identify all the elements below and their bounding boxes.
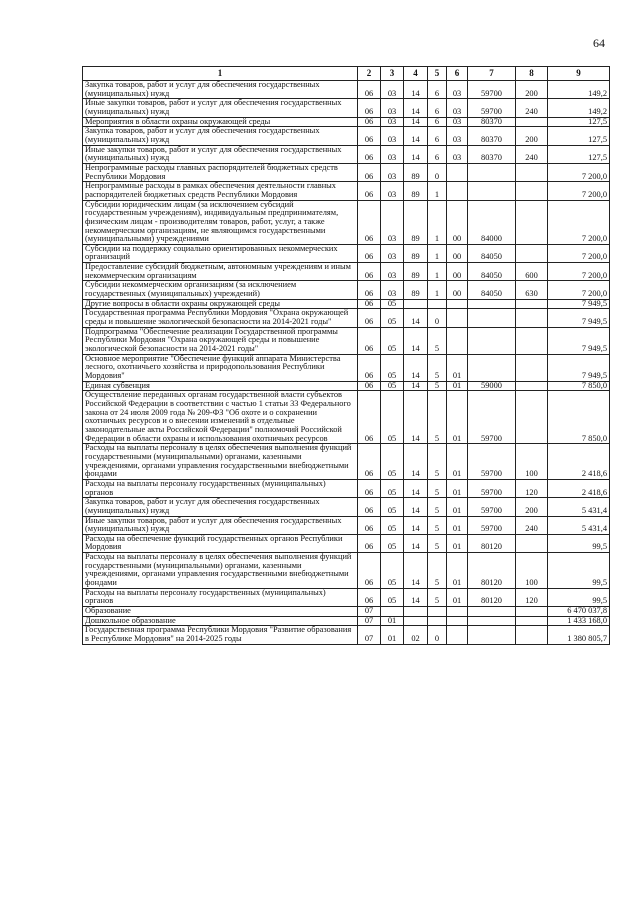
row-name-cell: Закупка товаров, работ и услуг для обеспечения государственных (муниципальных) нужд <box>83 498 358 516</box>
amount-cell: 2 418,6 <box>548 479 610 497</box>
code-cell-c5: 1 <box>428 200 447 244</box>
code-cell-c4: 14 <box>404 117 428 127</box>
table-row <box>83 607 610 617</box>
row-name-cell: Закупка товаров, работ и услуг для обеспечения государственных (муниципальных) нужд <box>83 81 358 99</box>
code-cell-c7: 80370 <box>468 145 516 163</box>
code-cell-c7: 84050 <box>468 244 516 262</box>
row-name-cell: Субсидии юридическим лицам (за исключением субсидий государственным учреждениям), индивидуальным предпринимателям, физическим лицам - производителям товаров, работ, услуг, а также некоммерческим организациям, не являющимся государственными (муниципальными) учреждениями <box>83 200 358 244</box>
code-cell-c5 <box>428 607 447 617</box>
code-cell-c2: 07 <box>358 616 381 626</box>
code-cell-c3: 05 <box>381 479 404 497</box>
code-cell-c5: 5 <box>428 553 447 589</box>
row-name-cell: Государственная программа Республики Мордовия "Развитие образования в Республике Мордовия" на 2014-2025 годы <box>83 626 358 644</box>
code-cell-c3: 01 <box>381 626 404 644</box>
amount-cell: 1 380 805,7 <box>548 626 610 644</box>
code-cell-c6: 01 <box>447 553 468 589</box>
budget-table <box>82 66 610 645</box>
code-cell-c2: 06 <box>358 281 381 299</box>
code-cell-c6: 01 <box>447 534 468 552</box>
code-cell-c8 <box>516 354 548 381</box>
table-row <box>83 626 610 644</box>
row-name-cell: Субсидии на поддержку социально ориентированных некоммерческих организаций <box>83 244 358 262</box>
code-cell-c3: 03 <box>381 200 404 244</box>
code-cell-c2: 06 <box>358 145 381 163</box>
code-cell-c5: 5 <box>428 516 447 534</box>
row-name-cell: Расходы на выплаты персоналу в целях обеспечения выполнения функций государственными (муниципальными) органами, казенными учреждениями, органами управления государственными внебюджетными фондами <box>83 553 358 589</box>
code-cell-c7 <box>468 327 516 354</box>
code-cell-c7 <box>468 354 516 381</box>
table-row <box>83 354 610 381</box>
code-cell-c4 <box>404 616 428 626</box>
code-cell-c3: 03 <box>381 117 404 127</box>
code-cell-c2: 06 <box>358 163 381 181</box>
code-cell-c3: 05 <box>381 588 404 606</box>
code-cell-c8: 200 <box>516 81 548 99</box>
code-cell-c4: 14 <box>404 444 428 480</box>
amount-cell: 6 470 037,8 <box>548 607 610 617</box>
row-name-cell: Предоставление субсидий бюджетным, автономным учреждениям и иным некоммерческим организациям <box>83 263 358 281</box>
code-cell-c8 <box>516 182 548 200</box>
code-cell-c2: 07 <box>358 626 381 644</box>
code-cell-c5: 0 <box>428 309 447 327</box>
column-header: 4 <box>404 67 428 81</box>
code-cell-c3: 03 <box>381 281 404 299</box>
column-header: 1 <box>83 67 358 81</box>
code-cell-c6 <box>447 607 468 617</box>
code-cell-c6: 01 <box>447 391 468 444</box>
code-cell-c4: 14 <box>404 479 428 497</box>
row-name-cell: Иные закупки товаров, работ и услуг для обеспечения государственных (муниципальных) нужд <box>83 145 358 163</box>
row-name-cell: Осуществление переданных органам государственной власти субъектов Российской Федерации в соответствии с частью 1 статьи 33 Федерального закона от 24 июля 2009 года № 209-ФЗ "Об охоте и о сохранении охотничьих ресурсов и о внесении изменений в отдельные законодательные акты Российской Федерации" полномочий Российской Федерации в области охраны и использования охотничьих ресурсов <box>83 391 358 444</box>
row-name-cell: Иные закупки товаров, работ и услуг для обеспечения государственных (муниципальных) нужд <box>83 99 358 117</box>
row-name-cell: Расходы на выплаты персоналу государственных (муниципальных) органов <box>83 588 358 606</box>
code-cell-c8: 600 <box>516 263 548 281</box>
table-row <box>83 498 610 516</box>
code-cell-c5: 6 <box>428 117 447 127</box>
code-cell-c6: 03 <box>447 145 468 163</box>
code-cell-c8: 630 <box>516 281 548 299</box>
code-cell-c7: 59000 <box>468 381 516 391</box>
amount-cell: 7 850,0 <box>548 391 610 444</box>
code-cell-c6: 00 <box>447 281 468 299</box>
amount-cell: 5 431,4 <box>548 498 610 516</box>
column-header: 8 <box>516 67 548 81</box>
code-cell-c8 <box>516 163 548 181</box>
table-row <box>83 263 610 281</box>
code-cell-c4: 14 <box>404 99 428 117</box>
code-cell-c7: 59700 <box>468 99 516 117</box>
amount-cell: 5 431,4 <box>548 516 610 534</box>
column-header: 6 <box>447 67 468 81</box>
code-cell-c4 <box>404 607 428 617</box>
code-cell-c5: 5 <box>428 498 447 516</box>
code-cell-c8 <box>516 534 548 552</box>
code-cell-c8: 120 <box>516 479 548 497</box>
code-cell-c4: 89 <box>404 200 428 244</box>
code-cell-c5: 5 <box>428 354 447 381</box>
code-cell-c2: 06 <box>358 479 381 497</box>
table-body <box>83 81 610 645</box>
code-cell-c4: 14 <box>404 309 428 327</box>
code-cell-c8: 100 <box>516 553 548 589</box>
column-header: 9 <box>548 67 610 81</box>
code-cell-c4: 89 <box>404 163 428 181</box>
table-row <box>83 381 610 391</box>
code-cell-c7: 59700 <box>468 444 516 480</box>
amount-cell: 149,2 <box>548 81 610 99</box>
amount-cell: 7 200,0 <box>548 182 610 200</box>
code-cell-c6 <box>447 626 468 644</box>
code-cell-c7: 59700 <box>468 391 516 444</box>
row-name-cell: Дошкольное образование <box>83 616 358 626</box>
code-cell-c5: 5 <box>428 391 447 444</box>
code-cell-c3: 03 <box>381 182 404 200</box>
amount-cell: 127,5 <box>548 127 610 145</box>
code-cell-c7 <box>468 182 516 200</box>
amount-cell: 149,2 <box>548 99 610 117</box>
code-cell-c2: 06 <box>358 99 381 117</box>
code-cell-c8 <box>516 299 548 309</box>
code-cell-c6: 00 <box>447 244 468 262</box>
code-cell-c8 <box>516 244 548 262</box>
code-cell-c7: 59700 <box>468 479 516 497</box>
code-cell-c3: 03 <box>381 81 404 99</box>
code-cell-c4: 14 <box>404 81 428 99</box>
code-cell-c2: 06 <box>358 127 381 145</box>
code-cell-c8: 120 <box>516 588 548 606</box>
code-cell-c6: 01 <box>447 479 468 497</box>
code-cell-c6: 00 <box>447 200 468 244</box>
code-cell-c5: 6 <box>428 145 447 163</box>
code-cell-c4: 89 <box>404 182 428 200</box>
amount-cell: 7 200,0 <box>548 200 610 244</box>
code-cell-c3: 03 <box>381 163 404 181</box>
code-cell-c7 <box>468 626 516 644</box>
code-cell-c5: 6 <box>428 99 447 117</box>
column-header: 5 <box>428 67 447 81</box>
amount-cell: 99,5 <box>548 534 610 552</box>
code-cell-c8: 100 <box>516 444 548 480</box>
code-cell-c8 <box>516 381 548 391</box>
code-cell-c7 <box>468 299 516 309</box>
code-cell-c3: 05 <box>381 299 404 309</box>
table-row <box>83 99 610 117</box>
table-row <box>83 81 610 99</box>
code-cell-c7: 80120 <box>468 534 516 552</box>
row-name-cell: Расходы на выплаты персоналу в целях обеспечения выполнения функций государственными (муниципальными) органами, казенными учреждениями, органами управления государственными внебюджетными фондами <box>83 444 358 480</box>
code-cell-c3 <box>381 607 404 617</box>
code-cell-c7: 84050 <box>468 263 516 281</box>
row-name-cell: Субсидии некоммерческим организациям (за исключением государственных (муниципальных) учреждений) <box>83 281 358 299</box>
code-cell-c6: 01 <box>447 381 468 391</box>
row-name-cell: Расходы на выплаты персоналу государственных (муниципальных) органов <box>83 479 358 497</box>
code-cell-c4 <box>404 299 428 309</box>
amount-cell: 1 433 168,0 <box>548 616 610 626</box>
table-row <box>83 117 610 127</box>
code-cell-c6: 03 <box>447 81 468 99</box>
code-cell-c6 <box>447 163 468 181</box>
code-cell-c7: 59700 <box>468 516 516 534</box>
row-name-cell: Основное мероприятие "Обеспечение функций аппарата Министерства лесного, охотничьего хозяйства и природопользования Республики Мордовия" <box>83 354 358 381</box>
code-cell-c7: 84050 <box>468 281 516 299</box>
code-cell-c6: 03 <box>447 117 468 127</box>
code-cell-c8: 240 <box>516 516 548 534</box>
table-row <box>83 163 610 181</box>
row-name-cell: Непрограммные расходы в рамках обеспечения деятельности главных распорядителей бюджетных средств Республики Мордовия <box>83 182 358 200</box>
code-cell-c3: 05 <box>381 498 404 516</box>
code-cell-c5: 1 <box>428 263 447 281</box>
code-cell-c4: 89 <box>404 281 428 299</box>
code-cell-c4: 14 <box>404 498 428 516</box>
code-cell-c4: 14 <box>404 127 428 145</box>
code-cell-c3: 05 <box>381 553 404 589</box>
amount-cell: 7 200,0 <box>548 281 610 299</box>
code-cell-c2: 06 <box>358 516 381 534</box>
code-cell-c3: 05 <box>381 309 404 327</box>
code-cell-c2: 06 <box>358 588 381 606</box>
code-cell-c3: 03 <box>381 127 404 145</box>
amount-cell: 7 850,0 <box>548 381 610 391</box>
code-cell-c8 <box>516 616 548 626</box>
code-cell-c3: 05 <box>381 391 404 444</box>
code-cell-c8 <box>516 309 548 327</box>
code-cell-c4: 89 <box>404 263 428 281</box>
code-cell-c6: 01 <box>447 444 468 480</box>
code-cell-c3: 05 <box>381 354 404 381</box>
code-cell-c5: 6 <box>428 127 447 145</box>
code-cell-c8: 200 <box>516 127 548 145</box>
code-cell-c6 <box>447 299 468 309</box>
row-name-cell: Другие вопросы в области охраны окружающей среды <box>83 299 358 309</box>
code-cell-c2: 06 <box>358 200 381 244</box>
code-cell-c6: 01 <box>447 516 468 534</box>
column-header: 3 <box>381 67 404 81</box>
column-header: 2 <box>358 67 381 81</box>
code-cell-c5: 0 <box>428 626 447 644</box>
code-cell-c5: 5 <box>428 588 447 606</box>
code-cell-c8 <box>516 327 548 354</box>
code-cell-c5: 5 <box>428 327 447 354</box>
code-cell-c7: 84000 <box>468 200 516 244</box>
code-cell-c3: 05 <box>381 444 404 480</box>
code-cell-c4: 14 <box>404 588 428 606</box>
table-header-row <box>83 67 610 81</box>
code-cell-c5: 5 <box>428 444 447 480</box>
row-name-cell: Закупка товаров, работ и услуг для обеспечения государственных (муниципальных) нужд <box>83 127 358 145</box>
code-cell-c7 <box>468 309 516 327</box>
code-cell-c6 <box>447 616 468 626</box>
code-cell-c3: 05 <box>381 327 404 354</box>
code-cell-c3: 03 <box>381 263 404 281</box>
code-cell-c2: 06 <box>358 444 381 480</box>
code-cell-c4: 14 <box>404 327 428 354</box>
code-cell-c8 <box>516 200 548 244</box>
code-cell-c2: 06 <box>358 381 381 391</box>
table-row <box>83 145 610 163</box>
amount-cell: 7 949,5 <box>548 327 610 354</box>
code-cell-c8 <box>516 626 548 644</box>
code-cell-c3: 03 <box>381 244 404 262</box>
code-cell-c3: 03 <box>381 99 404 117</box>
code-cell-c5: 5 <box>428 534 447 552</box>
code-cell-c7: 80370 <box>468 117 516 127</box>
row-name-cell: Образование <box>83 607 358 617</box>
code-cell-c3: 05 <box>381 381 404 391</box>
code-cell-c7: 80120 <box>468 588 516 606</box>
table-row <box>83 588 610 606</box>
code-cell-c4: 14 <box>404 516 428 534</box>
code-cell-c6: 01 <box>447 354 468 381</box>
code-cell-c3: 05 <box>381 516 404 534</box>
code-cell-c2: 06 <box>358 117 381 127</box>
table-row <box>83 182 610 200</box>
code-cell-c5: 5 <box>428 381 447 391</box>
code-cell-c2: 06 <box>358 553 381 589</box>
table-row <box>83 444 610 480</box>
code-cell-c2: 06 <box>358 309 381 327</box>
code-cell-c7: 59700 <box>468 498 516 516</box>
code-cell-c6 <box>447 327 468 354</box>
row-name-cell: Единая субвенция <box>83 381 358 391</box>
amount-cell: 7 949,5 <box>548 354 610 381</box>
row-name-cell: Непрограммные расходы главных распорядителей бюджетных средств Республики Мордовия <box>83 163 358 181</box>
code-cell-c4: 14 <box>404 381 428 391</box>
page-number: 64 <box>593 36 605 50</box>
code-cell-c5: 1 <box>428 182 447 200</box>
code-cell-c8 <box>516 117 548 127</box>
amount-cell: 7 949,5 <box>548 309 610 327</box>
code-cell-c8: 240 <box>516 99 548 117</box>
table-row <box>83 616 610 626</box>
table-row <box>83 281 610 299</box>
amount-cell: 2 418,6 <box>548 444 610 480</box>
code-cell-c6: 03 <box>447 99 468 117</box>
table-row <box>83 309 610 327</box>
column-header: 7 <box>468 67 516 81</box>
code-cell-c5: 6 <box>428 81 447 99</box>
code-cell-c2: 06 <box>358 391 381 444</box>
code-cell-c5: 1 <box>428 244 447 262</box>
amount-cell: 7 949,5 <box>548 299 610 309</box>
code-cell-c2: 06 <box>358 299 381 309</box>
code-cell-c8: 240 <box>516 145 548 163</box>
table-row <box>83 127 610 145</box>
table-row <box>83 327 610 354</box>
code-cell-c7: 80120 <box>468 553 516 589</box>
table-row <box>83 391 610 444</box>
code-cell-c4: 14 <box>404 145 428 163</box>
code-cell-c6 <box>447 309 468 327</box>
code-cell-c4: 14 <box>404 354 428 381</box>
code-cell-c5 <box>428 299 447 309</box>
code-cell-c8: 200 <box>516 498 548 516</box>
code-cell-c5: 1 <box>428 281 447 299</box>
table-row <box>83 516 610 534</box>
amount-cell: 99,5 <box>548 553 610 589</box>
code-cell-c7 <box>468 607 516 617</box>
code-cell-c6: 01 <box>447 588 468 606</box>
table-row <box>83 244 610 262</box>
code-cell-c7 <box>468 616 516 626</box>
row-name-cell: Иные закупки товаров, работ и услуг для обеспечения государственных (муниципальных) нужд <box>83 516 358 534</box>
code-cell-c4: 14 <box>404 534 428 552</box>
code-cell-c2: 06 <box>358 327 381 354</box>
amount-cell: 7 200,0 <box>548 244 610 262</box>
code-cell-c4: 14 <box>404 553 428 589</box>
code-cell-c3: 01 <box>381 616 404 626</box>
code-cell-c8 <box>516 607 548 617</box>
code-cell-c8 <box>516 391 548 444</box>
code-cell-c5: 0 <box>428 163 447 181</box>
table-row <box>83 553 610 589</box>
code-cell-c4: 14 <box>404 391 428 444</box>
code-cell-c2: 06 <box>358 263 381 281</box>
code-cell-c6 <box>447 182 468 200</box>
code-cell-c7: 59700 <box>468 81 516 99</box>
code-cell-c2: 06 <box>358 498 381 516</box>
code-cell-c2: 06 <box>358 81 381 99</box>
table-row <box>83 200 610 244</box>
table-row <box>83 299 610 309</box>
code-cell-c2: 06 <box>358 244 381 262</box>
table-row <box>83 534 610 552</box>
amount-cell: 127,5 <box>548 117 610 127</box>
code-cell-c3: 03 <box>381 145 404 163</box>
amount-cell: 99,5 <box>548 588 610 606</box>
code-cell-c6: 01 <box>447 498 468 516</box>
code-cell-c4: 89 <box>404 244 428 262</box>
row-name-cell: Государственная программа Республики Мордовия "Охрана окружающей среды и повышение экологической безопасности на 2014-2021 годы" <box>83 309 358 327</box>
code-cell-c2: 06 <box>358 354 381 381</box>
code-cell-c5: 5 <box>428 479 447 497</box>
code-cell-c6: 03 <box>447 127 468 145</box>
code-cell-c6: 00 <box>447 263 468 281</box>
code-cell-c4: 02 <box>404 626 428 644</box>
code-cell-c7 <box>468 163 516 181</box>
table-row <box>83 479 610 497</box>
row-name-cell: Расходы на обеспечение функций государственных органов Республики Мордовия <box>83 534 358 552</box>
amount-cell: 7 200,0 <box>548 163 610 181</box>
code-cell-c7: 80370 <box>468 127 516 145</box>
code-cell-c3: 05 <box>381 534 404 552</box>
code-cell-c2: 06 <box>358 534 381 552</box>
amount-cell: 7 200,0 <box>548 263 610 281</box>
row-name-cell: Мероприятия в области охраны окружающей среды <box>83 117 358 127</box>
row-name-cell: Подпрограмма "Обеспечение реализации Государственной программы Республики Мордовия "Охрана окружающей среды и повышение экологической безопасности на 2014-2021 годы" <box>83 327 358 354</box>
amount-cell: 127,5 <box>548 145 610 163</box>
code-cell-c2: 06 <box>358 182 381 200</box>
code-cell-c5 <box>428 616 447 626</box>
code-cell-c2: 07 <box>358 607 381 617</box>
